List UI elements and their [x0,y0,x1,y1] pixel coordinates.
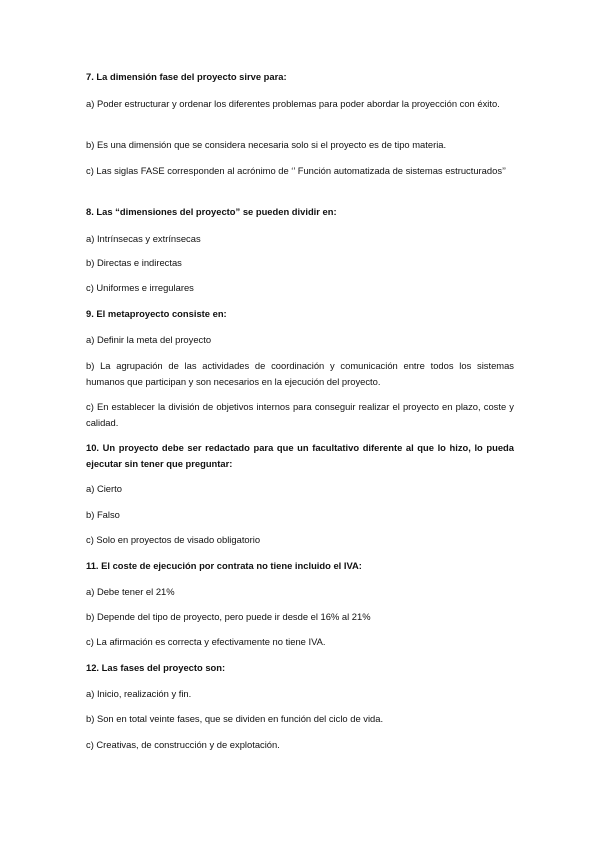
question-7-option-a: a) Poder estructurar y ordenar los diferentes problemas para poder abordar la proyección con éxito. [86,98,500,109]
question-12-option-b: b) Son en total veinte fases, que se dividen en función del ciclo de vida. [86,713,384,724]
question-10-option-a: a) Cierto [86,483,122,494]
question-8-title: 8. Las “dimensiones del proyecto” se pueden dividir en: [86,206,337,217]
question-10-option-c: c) Solo en proyectos de visado obligatorio [86,534,261,545]
question-11-option-b: b) Depende del tipo de proyecto, pero puede ir desde el 16% al 21% [86,611,371,622]
question-12-option-c: c) Creativas, de construcción y de explotación. [86,739,280,750]
question-8-option-b: b) Directas e indirectas [86,257,182,268]
question-9-option-c: c) En establecer la división de objetivos internos para conseguir realizar el proyecto en plazo, coste y calidad. [86,401,514,428]
question-9-option-b: b) La agrupación de las actividades de coordinación y comunicación entre todos los sistemas humanos que participan y son necesarios en la ejecución del proyecto. [86,360,514,387]
question-7-option-c: c) Las siglas FASE corresponden al acrónimo de ‘’ Función automatizada de sistemas estructurados’’ [86,165,507,176]
question-9-option-a: a) Definir la meta del proyecto [86,334,212,345]
question-11-option-c: c) La afirmación es correcta y efectivamente no tiene IVA. [86,636,326,647]
question-12-option-a: a) Inicio, realización y fin. [86,688,192,699]
question-8-option-a: a) Intrínsecas y extrínsecas [86,233,201,244]
question-8-option-c: c) Uniformes e irregulares [86,282,194,293]
question-10-option-b: b) Falso [86,509,120,520]
question-10-title: 10. Un proyecto debe ser redactado para que un facultativo diferente al que lo hizo, lo pueda ejecutar sin tener que preguntar: [86,442,514,469]
question-7-title: 7. La dimensión fase del proyecto sirve para: [86,71,287,82]
question-11-title: 11. El coste de ejecución por contrata no tiene incluido el IVA: [86,560,362,571]
question-12-title: 12. Las fases del proyecto son: [86,662,226,673]
question-7-option-b: b) Es una dimensión que se considera necesaria solo si el proyecto es de tipo materia. [86,139,447,150]
question-11-option-a: a) Debe tener el 21% [86,586,175,597]
question-9-title: 9. El metaproyecto consiste en: [86,308,227,319]
